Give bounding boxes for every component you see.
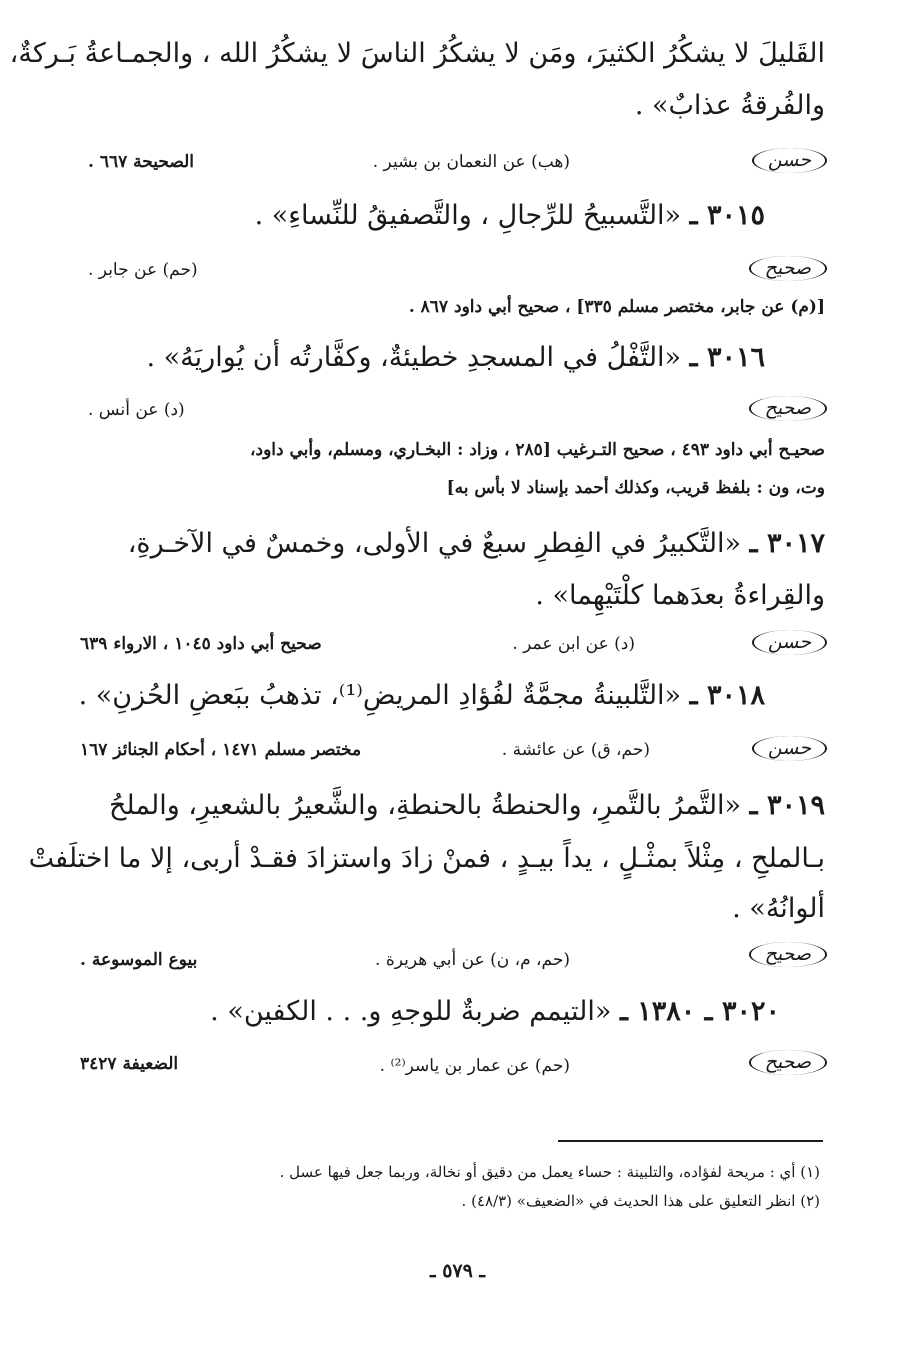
reference-3016-line-1: صحيـح أبي داود ٤٩٣ ، صحيح التـرغيب [٢٨٥ ، وزاد : البخـاري، ومسلم، وأبي داود،	[250, 440, 825, 460]
hadith-number-3020: ٣٠٢٠ ـ ١٣٨٠ ـ	[619, 996, 780, 1027]
source-3014: (هب) عن النعمان بن بشير .	[372, 152, 570, 172]
hadith-3019-line-1	[109, 790, 825, 822]
footnote-divider	[558, 1140, 823, 1142]
grade-badge-3014: حسن	[752, 148, 827, 173]
hadith-3015-text	[255, 200, 765, 232]
footnote-1: (١) أي : مريحة لفؤاده، والتلبينة : حساء يعمل من دقيق أو نخالة، وربما جعل فيها عسل .	[279, 1163, 820, 1181]
hadith-text-3018: «التَّلبينةُ مجمَّةٌ لفُؤادِ المريضِ⁽¹⁾، تذهبُ ببَعضِ الحُزنِ» .	[78, 680, 682, 711]
source-3019: (حم، م، ن) عن أبي هريرة .	[375, 950, 570, 970]
grade-badge-3016: صحيح	[749, 396, 827, 421]
grade-badge-3018: حسن	[752, 736, 827, 761]
grade-badge-3020: صحيح	[749, 1050, 827, 1075]
hadith-3019-line-3: ألوانُهُ» .	[732, 893, 825, 924]
source-3017: (د) عن ابن عمر .	[512, 634, 635, 654]
hadith-3019-line-2: بـالملحِ ، مِثْلاً بمثْـلٍ ، يداً بيـدٍ ، فمنْ زادَ واستزادَ فقـدْ أربى، إلا ما اختلَفتْ	[28, 843, 825, 874]
hadith-text-3020: «التيمم ضربةٌ للوجهِ و. . . الكفين» .	[210, 996, 612, 1027]
hadith-3017-line-1	[128, 528, 825, 560]
hadith-number-3018: ٣٠١٨ ـ	[689, 680, 765, 711]
hadith-3020-text	[210, 996, 780, 1028]
source-3020: (حم) عن عمار بن ياسر⁽²⁾ .	[379, 1056, 570, 1076]
footnote-2: (٢) انظر التعليق على هذا الحديث في «الضعيف» (٤٨/٣) .	[461, 1192, 820, 1210]
reference-3018: مختصر مسلم ١٤٧١ ، أحكام الجنائز ١٦٧	[80, 740, 362, 760]
hadith-3018-text	[79, 680, 765, 712]
reference-3015: [(م) عن جابر، مختصر مسلم ٣٣٥] ، صحيح أبي داود ٨٦٧ .	[408, 297, 825, 317]
source-3016: (د) عن أنس .	[88, 400, 185, 420]
grade-badge-3015: صحيح	[749, 256, 827, 281]
hadith-text-3015: «التَّسبيحُ للرِّجالِ ، والتَّصفيقُ للنِّساءِ» .	[254, 200, 682, 231]
hadith-number-3017: ٣٠١٧ ـ	[749, 528, 825, 559]
page-number: ـ ٥٧٩ ـ	[430, 1260, 485, 1282]
grade-badge-3019: صحيح	[749, 942, 827, 967]
hadith-number-3019: ٣٠١٩ ـ	[749, 790, 825, 821]
hadith-text-3016: «التَّفْلُ في المسجدِ خطيئةٌ، وكفَّارتُه أن يُواريَهُ» .	[146, 342, 682, 373]
grade-badge-3017: حسن	[752, 630, 827, 655]
hadith-3016-text	[147, 342, 766, 374]
hadith-number-3015: ٣٠١٥ ـ	[689, 200, 765, 231]
hadith-3017-line-2: والقِراءةُ بعدَهما كلْتَيْهِما» .	[535, 580, 825, 611]
reference-3019: بيوع الموسوعة .	[80, 950, 198, 970]
hadith-text-3019-line-1: «التَّمرُ بالتَّمرِ، والحنطةُ بالحنطةِ، والشَّعيرُ بالشعيرِ، والملحُ	[108, 790, 742, 821]
reference-3020: الضعيفة ٣٤٢٧	[80, 1054, 179, 1074]
hadith-number-3016: ٣٠١٦ ـ	[689, 342, 765, 373]
reference-3017: صحيح أبي داود ١٠٤٥ ، الارواء ٦٣٩	[80, 634, 322, 654]
reference-3016-line-2: وت، ون : بلفظ قريب، وكذلك أحمد بإسناد لا بأس به]	[446, 478, 825, 498]
hadith-3014-line-1: القَليلَ لا يشكُرُ الكثيرَ، ومَن لا يشكُرُ الناسَ لا يشكُرُ الله ، والجمـاعةُ بَـركةٌ،	[9, 38, 825, 69]
reference-3014: الصحيحة ٦٦٧ .	[88, 152, 195, 172]
source-3015: (حم) عن جابر .	[88, 260, 198, 280]
hadith-text-3017-line-1: «التَّكبيرُ في الفِطرِ سبعٌ في الأولى، وخمسٌ في الآخـرةِ،	[127, 528, 742, 559]
hadith-3014-line-2: والفُرقةُ عذابٌ» .	[634, 90, 825, 121]
source-3018: (حم، ق) عن عائشة .	[501, 740, 650, 760]
